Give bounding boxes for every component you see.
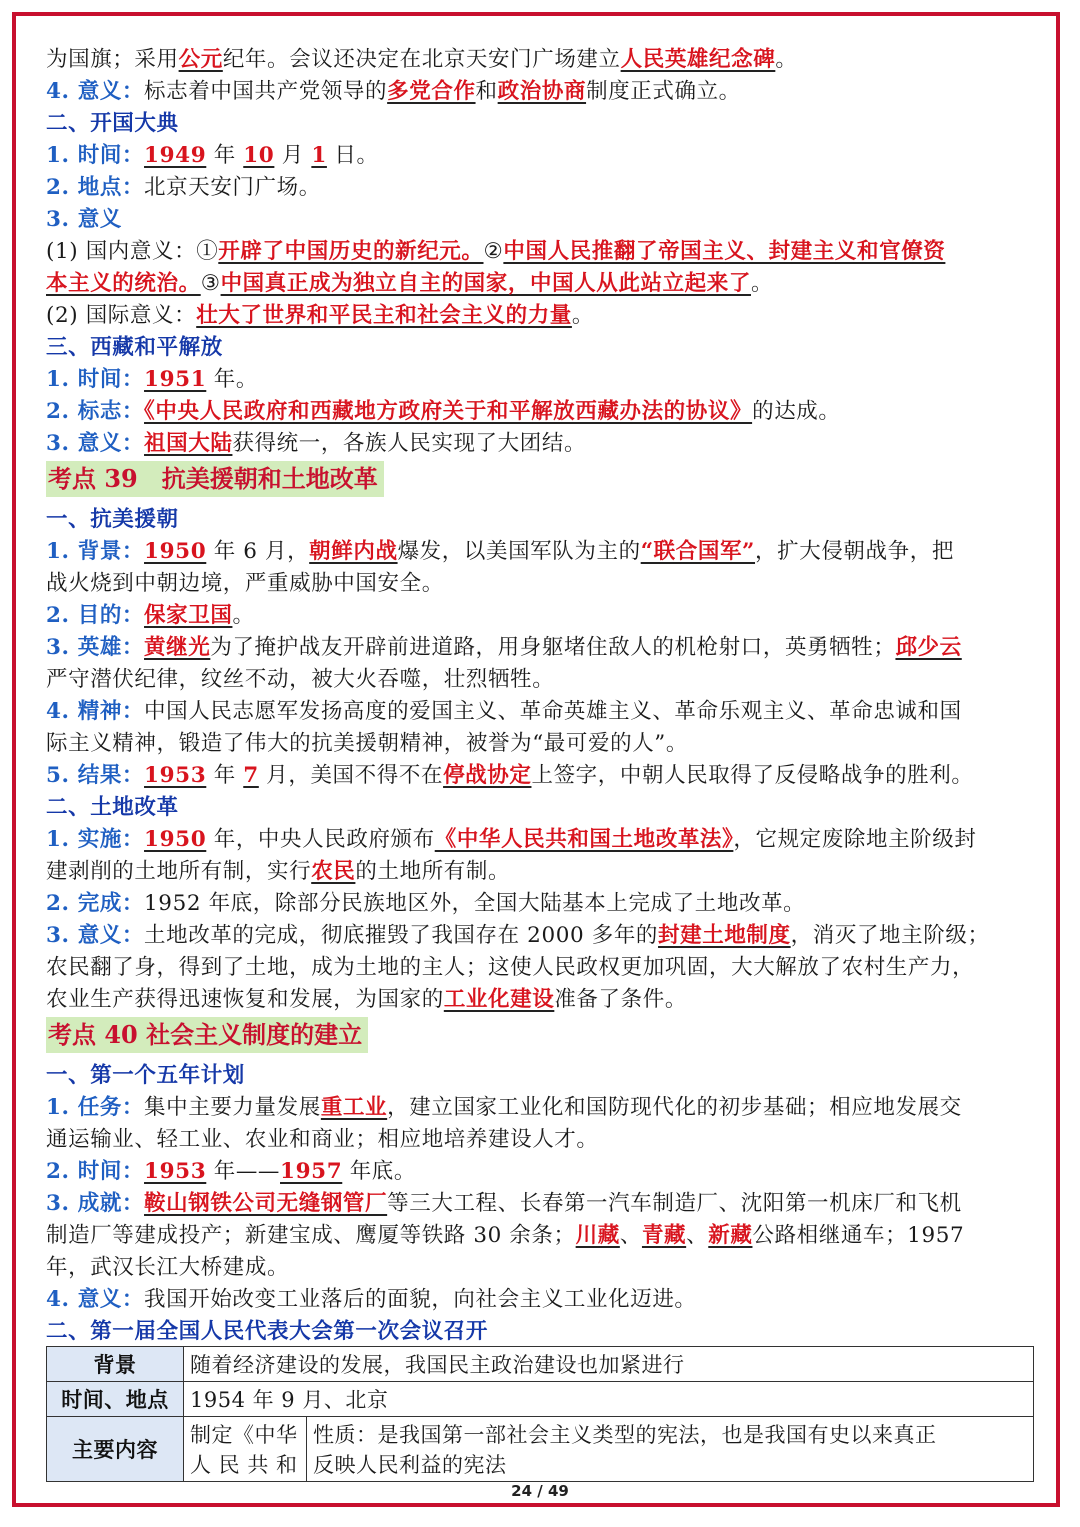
text-segment: ，扩大侵朝战争，把 xyxy=(755,539,954,564)
text-line xyxy=(46,1092,1036,1124)
text-line xyxy=(46,1060,1036,1092)
text-line xyxy=(46,664,1036,696)
text-line xyxy=(46,236,1036,268)
item-label: 5. 结果： xyxy=(46,763,145,788)
text-segment: 为国旗；采用 xyxy=(46,47,179,72)
item-label: 3. 成就： xyxy=(46,1191,145,1216)
key-term: 《中央人民政府和西藏地方政府关于和平解放西藏办法的协议》 xyxy=(144,399,753,424)
text-segment: 纪年。会议还决定在北京天安门广场建立 xyxy=(222,47,621,72)
table-cell-line: 人 民 共 和 xyxy=(190,1453,298,1477)
key-term: 工业化建设 xyxy=(443,987,555,1012)
subsection-heading: 三、西藏和平解放 xyxy=(46,335,223,360)
text-segment: 际主义精神，锻造了伟大的抗美援朝精神，被誉为“最可爱的人”。 xyxy=(46,731,688,756)
text-segment: 月，美国不得不在 xyxy=(258,763,444,788)
text-segment: 中国人民志愿军发扬高度的爱国主义、革命英雄主义、革命乐观主义、革命忠诚和国 xyxy=(144,699,962,724)
key-term: 7 xyxy=(243,763,259,788)
item-label: 1. 任务： xyxy=(46,1095,145,1120)
key-term: 10 xyxy=(243,143,275,168)
text-line xyxy=(46,792,1036,824)
key-term: 邱少云 xyxy=(895,635,962,660)
table-cell-line: 制定《中华 xyxy=(190,1423,298,1447)
item-label: 4. 意义： xyxy=(46,79,145,104)
text-line xyxy=(46,952,1036,984)
text-segment: 我国开始改变工业落后的面貌，向社会主义工业化迈进。 xyxy=(144,1287,697,1312)
text-line xyxy=(46,536,1036,568)
heading-text: 考点 39 抗美援朝和土地改革 xyxy=(48,464,378,493)
text-segment: 年 xyxy=(206,143,244,168)
key-term: 1957 xyxy=(280,1159,343,1184)
text-segment: ，消灭了地主阶级； xyxy=(790,923,990,948)
key-term: 1951 xyxy=(144,367,207,392)
text-segment: 农业生产获得迅速恢复和发展，为国家的 xyxy=(46,987,444,1012)
item-label: 3. 英雄： xyxy=(46,635,145,660)
text-segment: 年—— xyxy=(206,1159,281,1184)
key-term: 祖国大陆 xyxy=(144,431,233,456)
table-head-main-content: 主要内容 xyxy=(47,1417,184,1482)
text-line xyxy=(46,760,1036,792)
text-line xyxy=(46,1220,1036,1252)
text-segment: 通运输业、轻工业、农业和商业；相应地培养建设人才。 xyxy=(46,1127,599,1152)
text-line xyxy=(46,728,1036,760)
text-line xyxy=(46,268,1036,300)
text-segment: 爆发，以美国军队为主的 xyxy=(397,539,641,564)
key-term: 中国人民推翻了帝国主义、封建主义和官僚资 xyxy=(503,239,946,264)
item-label: 2. 地点： xyxy=(46,175,145,200)
text-segment: 、 xyxy=(686,1223,709,1248)
text-segment: 严守潜伏纪律，纹丝不动，被大火吞噬，壮烈牺牲。 xyxy=(46,667,555,692)
text-segment: 。 xyxy=(571,303,595,328)
page-number: 24 / 49 xyxy=(511,1482,569,1500)
key-term: 《中华人民共和国土地改革法》 xyxy=(434,827,734,852)
text-line xyxy=(46,108,1036,140)
section-heading xyxy=(46,460,1036,504)
key-term: “联合国军” xyxy=(640,539,756,564)
text-line xyxy=(46,1252,1036,1284)
text-segment: 1952 年底，除部分民族地区外，全国大陆基本上完成了土地改革。 xyxy=(144,891,806,916)
key-term: 重工业 xyxy=(320,1095,388,1120)
key-term: 1950 xyxy=(144,539,207,564)
key-term: 停战协定 xyxy=(443,763,532,788)
table-cell-line: 反映人民利益的宪法 xyxy=(313,1453,507,1477)
table-head-time-place: 时间、地点 xyxy=(47,1382,184,1417)
text-line xyxy=(46,696,1036,728)
key-term: 1950 xyxy=(144,827,207,852)
text-segment: ② xyxy=(483,239,504,264)
table-row xyxy=(47,1382,1034,1417)
key-term: 青藏 xyxy=(641,1223,687,1248)
text-segment: 。 xyxy=(232,603,255,628)
text-segment: 农民翻了身，得到了土地，成为土地的主人；这使人民政权更加巩固，大大解放了农村生产力， xyxy=(46,955,975,980)
text-segment: 年。 xyxy=(206,367,258,392)
table-row xyxy=(47,1347,1034,1382)
text-segment: (2) 国际意义： xyxy=(46,303,197,328)
key-term: 1953 xyxy=(144,1159,207,1184)
text-segment: 月 xyxy=(274,143,312,168)
item-label: 1. 背景： xyxy=(46,539,145,564)
exam-point-title xyxy=(46,1017,368,1053)
text-segment: 等三大工程、长春第一汽车制造厂、沈阳第一机床厂和飞机 xyxy=(387,1191,962,1216)
item-label: 4. 精神： xyxy=(46,699,145,724)
item-label: 1. 时间： xyxy=(46,143,145,168)
item-label: 3. 意义： xyxy=(46,431,145,456)
text-line xyxy=(46,1124,1036,1156)
text-segment: 的土地所有制。 xyxy=(355,859,511,884)
key-term: 1 xyxy=(311,143,327,168)
text-segment: 标志着中国共产党领导的 xyxy=(144,79,388,104)
text-segment: (1) 国内意义：① xyxy=(46,239,219,264)
item-label: 1. 实施： xyxy=(46,827,145,852)
heading-text: 考点 40 社会主义制度的建立 xyxy=(48,1020,363,1049)
table-cell-constitution xyxy=(184,1417,307,1482)
key-term: 开辟了中国历史的新纪元。 xyxy=(218,239,484,264)
item-label: 2. 完成： xyxy=(46,891,145,916)
key-term: 政治协商 xyxy=(497,79,587,104)
table-cell-background: 随着经济建设的发展，我国民主政治建设也加紧进行 xyxy=(184,1347,1034,1382)
text-segment: 准备了条件。 xyxy=(554,987,687,1012)
npc-info-table xyxy=(46,1346,1034,1482)
text-segment: 和 xyxy=(475,79,498,104)
key-term: 保家卫国 xyxy=(144,603,233,628)
text-segment: 获得统一，各族人民实现了大团结。 xyxy=(232,431,587,456)
item-label: 2. 标志： xyxy=(46,399,145,424)
key-term: 农民 xyxy=(311,859,356,884)
key-term: 人民英雄纪念碑 xyxy=(620,47,776,72)
text-line xyxy=(46,76,1036,108)
key-term: 本主义的统治。 xyxy=(46,271,201,296)
text-line xyxy=(46,888,1036,920)
key-term: 1949 xyxy=(144,143,207,168)
text-line xyxy=(46,44,1036,76)
exam-point-title xyxy=(46,461,384,497)
text-segment: 年 xyxy=(206,763,244,788)
text-segment: 制度正式确立。 xyxy=(586,79,741,104)
text-segment: 集中主要力量发展 xyxy=(144,1095,321,1120)
text-segment: 年，武汉长江大桥建成。 xyxy=(46,1255,290,1280)
text-line xyxy=(46,920,1036,952)
subsection-heading: 一、第一个五年计划 xyxy=(46,1063,245,1088)
text-segment: 。 xyxy=(750,271,774,296)
key-term: 公元 xyxy=(178,47,223,72)
document-body xyxy=(46,44,1036,1348)
key-term: 壮大了世界和平民主和社会主义的力量 xyxy=(196,303,572,328)
text-segment: 。 xyxy=(775,47,798,72)
text-line xyxy=(46,332,1036,364)
section-heading xyxy=(46,1016,1036,1060)
text-line xyxy=(46,364,1036,396)
text-line xyxy=(46,300,1036,332)
text-line xyxy=(46,172,1036,204)
text-segment: 日。 xyxy=(326,143,379,168)
item-label: 2. 时间： xyxy=(46,1159,145,1184)
table-row xyxy=(47,1417,1034,1482)
text-line xyxy=(46,1188,1036,1220)
text-segment: 年 6 月， xyxy=(206,539,310,564)
item-label: 3. 意义： xyxy=(46,923,145,948)
text-segment: 为了掩护战友开辟前进道路，用身躯堵住敌人的机枪射口，英勇牺牲； xyxy=(210,635,896,660)
key-term: 封建土地制度 xyxy=(658,923,791,948)
item-label: 4. 意义： xyxy=(46,1287,145,1312)
text-line xyxy=(46,600,1036,632)
text-line xyxy=(46,1156,1036,1188)
text-segment: 建剥削的土地所有制，实行 xyxy=(46,859,312,884)
text-segment: 上签字，中朝人民取得了反侵略战争的胜利。 xyxy=(531,763,974,788)
subsection-heading: 二、土地改革 xyxy=(46,795,179,820)
text-segment: 公路相继通车；1957 xyxy=(752,1223,965,1248)
text-line xyxy=(46,984,1036,1016)
key-term: 1953 xyxy=(144,763,207,788)
item-label: 3. 意义 xyxy=(46,207,122,232)
table-cell-nature xyxy=(307,1417,1034,1482)
text-segment: 土地改革的完成，彻底摧毁了我国存在 2000 多年的 xyxy=(144,923,659,948)
text-segment: 战火烧到中朝边境，严重威胁中国安全。 xyxy=(46,571,444,596)
text-line xyxy=(46,824,1036,856)
key-term: 川藏 xyxy=(575,1223,620,1248)
text-segment: ③ xyxy=(200,271,221,296)
text-line xyxy=(46,504,1036,536)
text-segment: 年，中央人民政府颁布 xyxy=(206,827,435,852)
item-label: 2. 目的： xyxy=(46,603,145,628)
text-line xyxy=(46,140,1036,172)
table-head-background: 背景 xyxy=(47,1347,184,1382)
text-segment: ，建立国家工业化和国防现代化的初步基础；相应地发展交 xyxy=(387,1095,962,1120)
text-line xyxy=(46,396,1036,428)
text-line xyxy=(46,1316,1036,1348)
text-line xyxy=(46,856,1036,888)
text-line xyxy=(46,1284,1036,1316)
table-cell-time-place: 1954 年 9 月、北京 xyxy=(184,1382,1034,1417)
key-term: 朝鲜内战 xyxy=(309,539,398,564)
key-term: 新藏 xyxy=(708,1223,753,1248)
text-line xyxy=(46,428,1036,460)
text-segment: 、 xyxy=(619,1223,642,1248)
text-segment: ，它规定废除地主阶级封 xyxy=(733,827,977,852)
table-cell-line: 性质：是我国第一部社会主义类型的宪法，也是我国有史以来真正 xyxy=(313,1423,937,1447)
text-line xyxy=(46,568,1036,600)
text-segment: 制造厂等建成投产；新建宝成、鹰厦等铁路 30 余条； xyxy=(46,1223,576,1248)
text-segment: 的达成。 xyxy=(752,399,841,424)
text-line xyxy=(46,204,1036,236)
text-segment: 北京天安门广场。 xyxy=(144,175,321,200)
text-line xyxy=(46,632,1036,664)
subsection-heading: 一、抗美援朝 xyxy=(46,507,179,532)
key-term: 中国真正成为独立自主的国家，中国人从此站立起来了 xyxy=(220,271,751,296)
key-term: 鞍山钢铁公司无缝钢管厂 xyxy=(144,1191,388,1216)
subsection-heading: 二、开国大典 xyxy=(46,111,179,136)
key-term: 黄继光 xyxy=(144,635,211,660)
key-term: 多党合作 xyxy=(387,79,476,104)
text-segment: 年底。 xyxy=(342,1159,417,1184)
subsection-heading: 二、第一届全国人民代表大会第一次会议召开 xyxy=(46,1319,489,1344)
item-label: 1. 时间： xyxy=(46,367,145,392)
